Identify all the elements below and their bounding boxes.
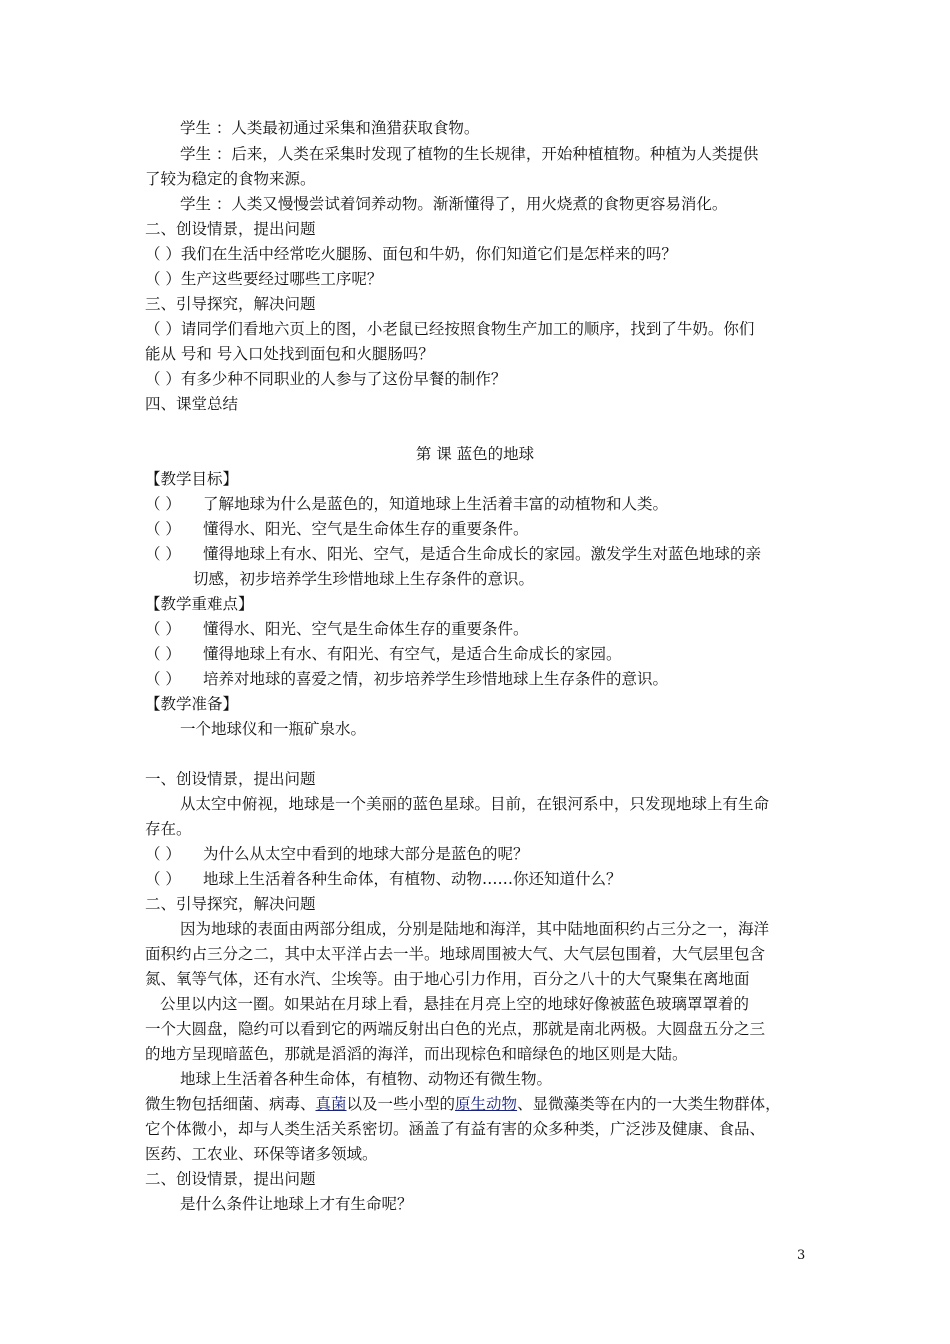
item-mark: （ ） xyxy=(145,495,181,513)
text-run: 微生物包括细菌、病毒、 xyxy=(145,1095,316,1113)
key-points-heading: 【教学重难点】 xyxy=(145,595,254,613)
item-mark: （ ） xyxy=(145,545,181,563)
key-point-item xyxy=(145,643,622,665)
lesson-title: 第 课 蓝色的地球 xyxy=(415,445,535,463)
question-line: （ ）生产这些要经过哪些工序呢？ xyxy=(145,270,383,288)
goal-item xyxy=(145,543,761,565)
section-heading: 一、创设情景，提出问题 xyxy=(145,770,316,788)
text-run: 以及一些小型的 xyxy=(346,1095,456,1113)
paragraph-line xyxy=(145,1093,815,1115)
section-heading: 二、引导探究，解决问题 xyxy=(145,895,316,913)
paragraph-line: 公里以内这一圈。如果站在月球上看，悬挂在月亮上空的地球好像被蓝色玻璃罩罩着的 xyxy=(160,995,750,1013)
item-mark: （ ） xyxy=(145,520,181,538)
page-number: 3 xyxy=(797,1248,806,1263)
goal-item-cont: 切感，初步培养学生珍惜地球上生存条件的意识。 xyxy=(193,570,535,588)
question-line: （ ）有多少种不同职业的人参与了这份早餐的制作？ xyxy=(145,370,507,388)
paragraph-line: 它个体微小，却与人类生活关系密切。涵盖了有益有害的众多种类，广泛涉及健康、食品、 xyxy=(145,1120,766,1138)
item-text: 懂得地球上有水、有阳光、有空气，是适合生命成长的家园。 xyxy=(203,645,622,663)
item-mark: （ ） xyxy=(145,620,181,638)
paragraph-line: 面积约占三分之二，其中太平洋占去一半。地球周围被大气、大气层包围着，大气层里包含 xyxy=(145,945,766,963)
prep-text: 一个地球仪和一瓶矿泉水。 xyxy=(180,720,367,738)
key-point-item xyxy=(145,668,668,690)
item-mark: （ ） xyxy=(145,670,181,688)
item-text: 懂得水、阳光、空气是生命体生存的重要条件。 xyxy=(203,620,529,638)
goal-item xyxy=(145,518,529,540)
text-run: 、显微藻类等在内的一大类生物群体， xyxy=(517,1095,781,1113)
paragraph-line: 是什么条件让地球上才有生命呢？ xyxy=(180,1195,413,1213)
paragraph-line: 地球上生活着各种生命体，有植物、动物还有微生物。 xyxy=(180,1070,553,1088)
item-mark: （ ） xyxy=(145,645,181,663)
question-item xyxy=(145,843,529,865)
question-line-cont: 能从 号和 号入口处找到面包和火腿肠吗？ xyxy=(145,345,434,363)
goal-item xyxy=(145,493,668,515)
item-mark: （ ） xyxy=(145,845,181,863)
paragraph-line: 氮、氧等气体，还有水汽、尘埃等。由于地心引力作用，百分之八十的大气聚集在离地面 xyxy=(145,970,750,988)
question-line: （ ）我们在生活中经常吃火腿肠、面包和牛奶，你们知道它们是怎样来的吗？ xyxy=(145,245,677,263)
item-text: 为什么从太空中看到的地球大部分是蓝色的呢？ xyxy=(203,845,529,863)
section-heading: 三、引导探究，解决问题 xyxy=(145,295,316,313)
item-text: 懂得地球上有水、阳光、空气，是适合生命成长的家园。激发学生对蓝色地球的亲 xyxy=(203,545,762,563)
paragraph-line: 一个大圆盘，隐约可以看到它的两端反射出白色的光点，那就是南北两极。大圆盘五分之三 xyxy=(145,1020,766,1038)
item-text: 懂得水、阳光、空气是生命体生存的重要条件。 xyxy=(203,520,529,538)
question-item xyxy=(145,868,622,890)
item-text: 地球上生活着各种生命体，有植物、动物……你还知道什么？ xyxy=(203,870,622,888)
paragraph-line: 从太空中俯视，地球是一个美丽的蓝色星球。目前，在银河系中，只发现地球上有生命 xyxy=(180,795,770,813)
student-line-2: 学生 ：后来，人类在采集时发现了植物的生长规律，开始种植植物。种植为人类提供 xyxy=(180,145,759,163)
paragraph-line: 医药、工农业、环保等诸多领域。 xyxy=(145,1145,378,1163)
paragraph-line: 因为地球的表面由两部分组成，分别是陆地和海洋，其中陆地面积约占三分之一，海洋 xyxy=(180,920,770,938)
goals-heading: 【教学目标】 xyxy=(145,470,239,488)
link-protozoa[interactable]: 原生动物 xyxy=(455,1095,518,1113)
key-point-item xyxy=(145,618,529,640)
section-heading: 二、创设情景，提出问题 xyxy=(145,1170,316,1188)
section-heading: 四、课堂总结 xyxy=(145,395,239,413)
section-heading: 二、创设情景，提出问题 xyxy=(145,220,316,238)
link-fungi[interactable]: 真菌 xyxy=(315,1095,347,1113)
paragraph-line: 的地方呈现暗蓝色，那就是滔滔的海洋，而出现棕色和暗绿色的地区则是大陆。 xyxy=(145,1045,688,1063)
item-mark: （ ） xyxy=(145,870,181,888)
item-text: 了解地球为什么是蓝色的，知道地球上生活着丰富的动植物和人类。 xyxy=(203,495,669,513)
student-line-3: 学生 ：人类又慢慢尝试着饲养动物。渐渐懂得了，用火烧煮的食物更容易消化。 xyxy=(180,195,728,213)
paragraph-line: 存在。 xyxy=(145,820,192,838)
question-line: （ ）请同学们看地六页上的图，小老鼠已经按照食物生产加工的顺序，找到了牛奶。你们 xyxy=(145,320,755,338)
student-line-2-cont: 了较为稳定的食物来源。 xyxy=(145,170,316,188)
item-text: 培养对地球的喜爱之情，初步培养学生珍惜地球上生存条件的意识。 xyxy=(203,670,669,688)
prep-heading: 【教学准备】 xyxy=(145,695,239,713)
student-line-1: 学生 ：人类最初通过采集和渔猎获取食物。 xyxy=(180,119,480,137)
